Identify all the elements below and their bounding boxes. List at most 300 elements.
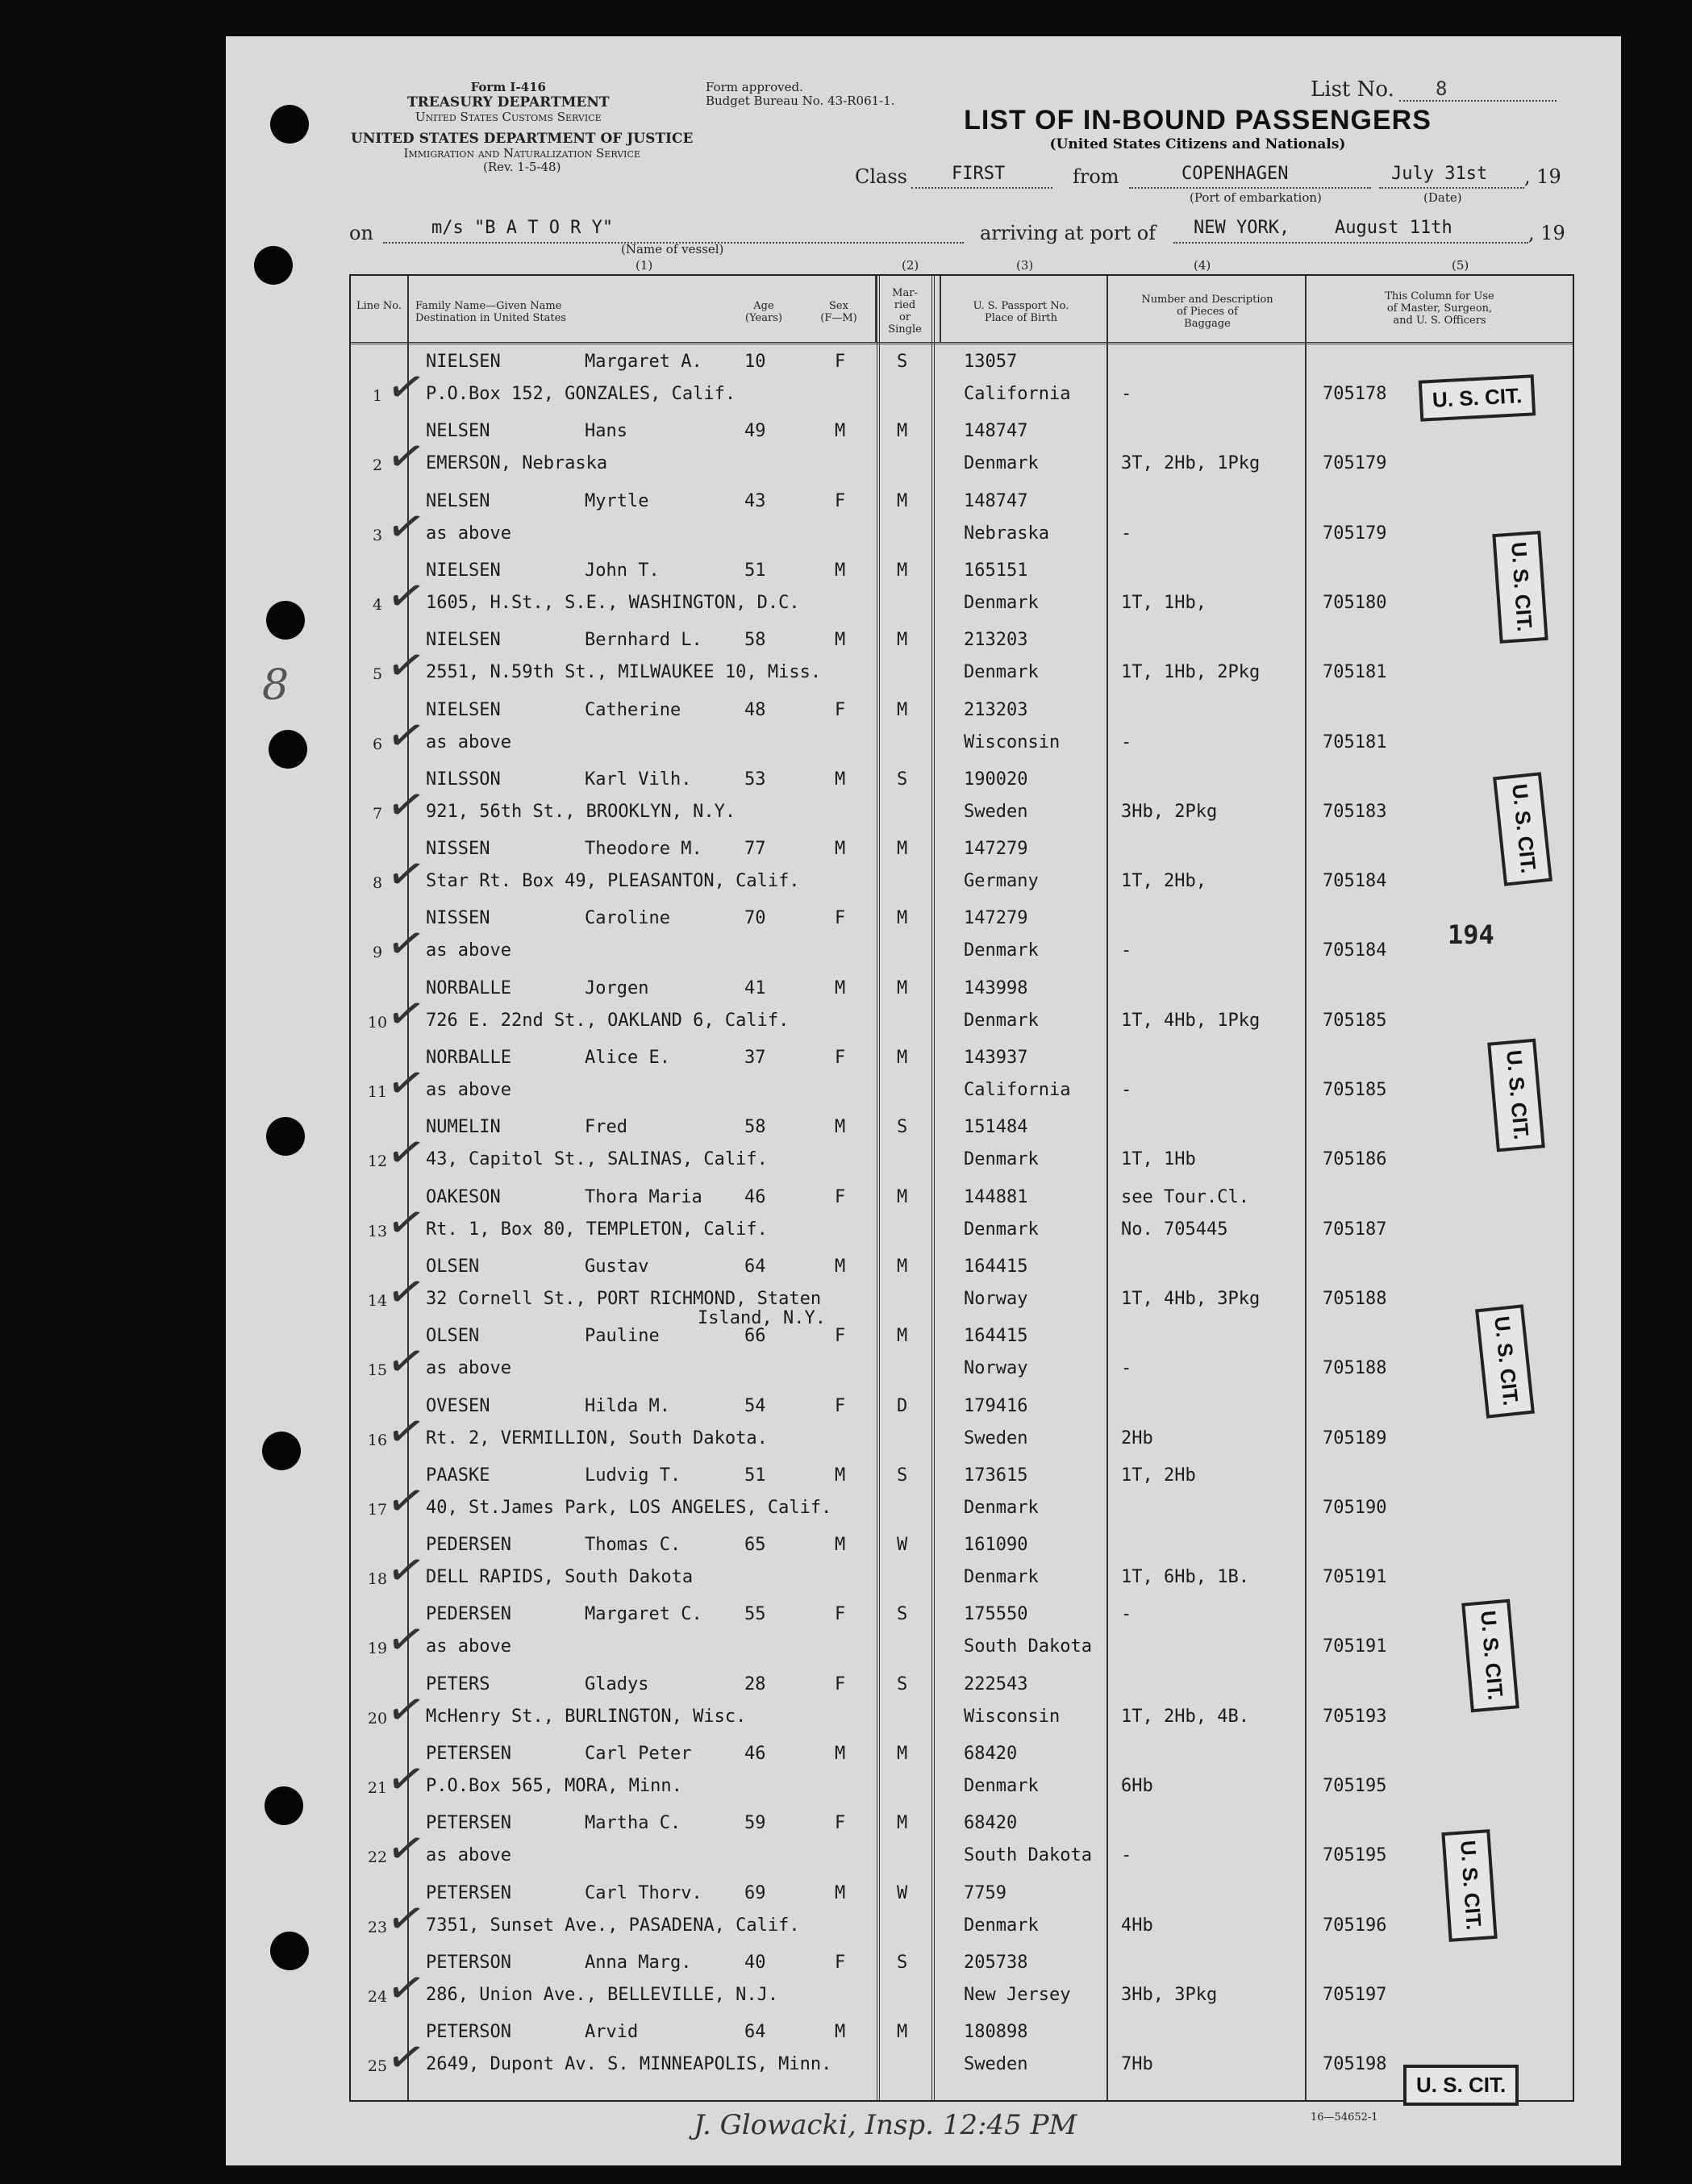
sex: M [835,769,846,790]
destination: 2649, Dupont Av. S. MINNEAPOLIS, Minn. [426,2054,832,2075]
on-label: on [349,222,373,244]
form-header-justice [351,131,693,174]
passport-number: 161090 [964,1535,1028,1556]
destination: EMERSON, Nebraska [426,453,608,474]
passport-number: 68420 [964,1744,1018,1764]
check-mark-icon: ✓ [381,844,431,905]
officer-number: 705181 [1323,662,1387,683]
destination: as above [426,1845,511,1866]
table-row [351,1321,1573,1390]
given-name: Margaret C. [585,1604,702,1625]
marital-status: S [897,1465,908,1486]
officer-number: 705181 [1323,731,1387,752]
family-name: NORBALLE [426,1048,511,1068]
passport-number: 143937 [964,1048,1028,1068]
check-mark-icon: ✓ [381,915,431,974]
family-name: NILSSON [426,769,501,790]
table-row [351,1461,1573,1530]
passport-number: 13057 [964,352,1018,372]
given-name: Arvid [585,2022,639,2043]
marital-status: M [897,908,908,929]
year-prefix: , 19 [1524,165,1561,188]
given-name: Anna Marg. [585,1952,692,1973]
marital-status: M [897,490,908,511]
officer-number: 705179 [1323,523,1387,544]
family-name: NISSEN [426,908,490,929]
officer-number: 705178 [1323,384,1387,404]
officer-number: 705198 [1323,2054,1387,2075]
list-no-label: List No. [1311,77,1394,102]
place-of-birth: New Jersey [964,1984,1071,2005]
baggage-line-2: - [1121,1080,1132,1100]
officer-number: 705185 [1323,1010,1387,1031]
family-name: PETERSEN [426,1813,511,1834]
baggage-line-2: - [1121,523,1132,544]
col-num-3: (3) [1016,258,1034,273]
document-title: LIST OF IN-BOUND PASSENGERS [964,105,1432,135]
date-caption: (Date) [1423,190,1462,205]
age: 66 [744,1326,766,1347]
family-name: NIELSEN [426,699,501,720]
passport-number: 164415 [964,1326,1028,1347]
passport-number: 68420 [964,1813,1018,1834]
marital-status: M [897,1326,908,1347]
check-mark-icon: ✓ [381,566,431,627]
age: 64 [744,1256,766,1277]
table-row [351,903,1573,973]
place-of-birth: Germany [964,871,1039,892]
check-mark-icon: ✓ [381,427,431,487]
passenger-table [349,274,1574,2102]
customs-service: United States Customs Service [415,110,602,124]
age: 49 [744,421,766,442]
passport-number: 164415 [964,1256,1028,1277]
table-row [351,625,1573,694]
baggage-line-2: No. 705445 [1121,1219,1228,1240]
passport-number: 151484 [964,1117,1028,1138]
given-name: Thomas C. [585,1535,681,1556]
arriving-label: arriving at port of [980,222,1156,244]
marital-status: M [897,1813,908,1834]
age: 69 [744,1882,766,1903]
marital-status: M [897,1744,908,1764]
destination: as above [426,1080,511,1100]
sex: M [835,1535,846,1556]
officer-number: 705190 [1323,1497,1387,1518]
line-number: 21 [367,1779,388,1797]
line-number: 8 [372,874,383,893]
us-cit-stamp: U. S. CIT. [1492,531,1548,644]
place-of-birth: Denmark [964,1497,1039,1518]
age: 59 [744,1813,766,1834]
table-row [351,2017,1573,2086]
table-row [351,695,1573,765]
place-of-birth: Norway [964,1358,1028,1379]
given-name: Gustav [585,1256,649,1277]
destination: Star Rt. Box 49, PLEASANTON, Calif. [426,871,800,892]
baggage-line-2: - [1121,1845,1132,1866]
age: 70 [744,908,766,929]
us-cit-stamp: U. S. CIT. [1441,1829,1497,1942]
from-label: from [1073,165,1119,188]
given-name: Catherine [585,699,681,720]
passport-number: 148747 [964,421,1028,442]
vessel-name: m/s "B A T O R Y" [431,218,614,238]
sex: M [835,977,846,998]
passport-number: 213203 [964,630,1028,651]
family-name: PETERS [426,1673,490,1694]
marital-status: M [897,2022,908,2043]
header-married: Mar- ried or Single [888,287,922,336]
port-embark-caption: (Port of embarkation) [1190,190,1322,205]
us-cit-stamp: U. S. CIT. [1403,2065,1519,2106]
baggage-line-2: 7Hb [1121,2054,1153,2075]
header-age: Age (Years) [745,300,782,324]
sex: M [835,839,846,860]
line-number: 22 [367,1848,388,1867]
destination: as above [426,940,511,961]
given-name: Caroline [585,908,670,929]
table-row [351,1948,1573,2017]
table-row [351,1391,1573,1461]
place-of-birth: South Dakota [964,1845,1092,1866]
form-number: Form I-416 [470,80,546,94]
destination: 7351, Sunset Ave., PASADENA, Calif. [426,1915,800,1936]
line-number: 4 [372,595,383,614]
age: 48 [744,699,766,720]
destination: 286, Union Ave., BELLEVILLE, N.J. [426,1984,779,2005]
marital-status: S [897,352,908,372]
line-number: 10 [367,1013,388,1032]
destination-continued: Island, N.Y. [698,1307,826,1328]
list-no-underline [1399,100,1557,102]
officer-number: 705184 [1323,871,1387,892]
sex: M [835,1744,846,1764]
officer-number: 705191 [1323,1636,1387,1657]
given-name: Martha C. [585,1813,681,1834]
age: 51 [744,1465,766,1486]
place-of-birth: Denmark [964,1776,1039,1796]
sex: F [835,1952,846,1973]
check-mark-icon: ✓ [381,1958,431,2019]
baggage-line-1: 1T, 2Hb [1121,1465,1196,1486]
passport-number: 173615 [964,1465,1028,1486]
age: 41 [744,977,766,998]
family-name: OLSEN [426,1326,480,1347]
revision: (Rev. 1-5-48) [483,160,561,174]
table-row [351,1252,1573,1328]
place-of-birth: South Dakota [964,1636,1092,1657]
justice-dept: UNITED STATES DEPARTMENT OF JUSTICE [351,131,694,147]
age: 58 [744,630,766,651]
header-name-destination: Family Name—Given Name Destination in United States [415,300,566,324]
given-name: Carl Thorv. [585,1882,702,1903]
table-row [351,1182,1573,1252]
destination: 40, St.James Park, LOS ANGELES, Calif. [426,1497,832,1518]
place-of-birth: Wisconsin [964,731,1061,752]
baggage-line-2: - [1121,940,1132,961]
age: 51 [744,560,766,581]
table-row [351,486,1573,556]
col-num-1: (1) [636,258,653,273]
baggage-line-2: 1T, 1Hb, [1121,592,1206,613]
col-num-5: (5) [1452,258,1469,273]
age: 55 [744,1604,766,1625]
given-name: Ludvig T. [585,1465,681,1486]
place-of-birth: Denmark [964,1567,1039,1588]
destination: 32 Cornell St., PORT RICHMOND, Staten [426,1288,822,1309]
handwritten-194: 194 [1448,919,1494,950]
family-name: NUMELIN [426,1117,501,1138]
header-officers: This Column for Use of Master, Surgeon, and U. S. Officers [1385,290,1494,327]
marital-status: M [897,699,908,720]
passport-number: 190020 [964,769,1028,790]
baggage-line-2: 1T, 4Hb, 3Pkg [1121,1288,1261,1309]
check-mark-icon: ✓ [381,2028,431,2088]
sex: F [835,1673,846,1694]
sex: F [835,1048,846,1068]
marital-status: S [897,1673,908,1694]
us-cit-stamp: U. S. CIT. [1487,1039,1545,1152]
check-mark-icon: ✓ [381,984,431,1044]
check-mark-icon: ✓ [381,706,431,765]
passport-number: 148747 [964,490,1028,511]
place-of-birth: Denmark [964,1010,1039,1031]
line-number: 13 [367,1222,388,1240]
line-number: 5 [372,665,383,684]
vessel-caption: (Name of vessel) [621,242,724,256]
age: 58 [744,1117,766,1138]
line-number: 12 [367,1152,388,1171]
punch-hole [266,1117,305,1156]
given-name: Margaret A. [585,352,702,372]
marital-status: M [897,421,908,442]
list-no-value: 8 [1436,77,1448,100]
family-name: PETERSON [426,1952,511,1973]
line-number: 11 [367,1083,388,1101]
passport-number: 144881 [964,1186,1028,1207]
table-row [351,556,1573,625]
family-name: NIELSEN [426,352,501,372]
line-number: 20 [367,1709,388,1728]
place-of-birth: California [964,384,1071,404]
officer-number: 705191 [1323,1567,1387,1588]
embark-date-underline [1379,187,1524,189]
marital-status: M [897,630,908,651]
officer-number: 705184 [1323,940,1387,961]
class-underline [911,187,1052,189]
sex: F [835,1813,846,1834]
officer-number: 705185 [1323,1080,1387,1100]
baggage-line-2: 1T, 2Hb, [1121,871,1206,892]
baggage-line-2: - [1121,1358,1132,1379]
family-name: PAASKE [426,1465,490,1486]
passport-number: 7759 [964,1882,1006,1903]
sex: M [835,2022,846,2043]
line-number: 23 [367,1918,388,1936]
col-num-2: (2) [902,258,919,273]
punch-hole [265,1786,303,1825]
baggage-line-2: 1T, 2Hb, 4B. [1121,1706,1249,1727]
check-mark-icon: ✓ [381,1749,431,1810]
check-mark-icon: ✓ [381,775,431,835]
marital-status: M [897,1048,908,1068]
age: 65 [744,1535,766,1556]
line-number: 18 [367,1570,388,1589]
place-of-birth: Denmark [964,1219,1039,1240]
check-mark-icon: ✓ [381,1332,431,1392]
check-mark-icon: ✓ [381,497,431,556]
baggage-line-2: 2Hb [1121,1428,1153,1448]
check-mark-icon: ✓ [381,1540,431,1601]
officer-number: 705183 [1323,801,1387,822]
family-name: PEDERSEN [426,1535,511,1556]
punch-hole [270,105,309,144]
place-of-birth: Denmark [964,940,1039,961]
given-name: Jorgen [585,977,649,998]
given-name: Pauline [585,1326,660,1347]
place-of-birth: Wisconsin [964,1706,1061,1727]
class-value: FIRST [952,164,1006,184]
destination: DELL RAPIDS, South Dakota [426,1567,694,1588]
table-row [351,1739,1573,1808]
age: 46 [744,1744,766,1764]
age: 37 [744,1048,766,1068]
check-mark-icon: ✓ [381,1680,431,1740]
family-name: PETERSEN [426,1882,511,1903]
baggage-line-1: - [1121,1604,1132,1625]
sex: F [835,490,846,511]
destination: P.O.Box 565, MORA, Minn. [426,1776,682,1796]
destination: 2551, N.59th St., MILWAUKEE 10, Miss. [426,662,822,683]
us-cit-stamp: U. S. CIT. [1493,772,1552,886]
family-name: NELSEN [426,490,490,511]
family-name: OLSEN [426,1256,480,1277]
family-name: NIELSEN [426,560,501,581]
punch-hole [262,1432,301,1470]
line-number: 1 [372,387,383,405]
passport-number: 179416 [964,1395,1028,1416]
class-label: Class [855,165,907,188]
place-of-birth: Denmark [964,592,1039,613]
port-embark-value: COPENHAGEN [1181,164,1289,184]
officer-number: 705179 [1323,453,1387,474]
marital-status: M [897,1256,908,1277]
baggage-line-2: 3T, 2Hb, 1Pkg [1121,453,1261,474]
line-number: 24 [367,1987,388,2006]
line-number: 6 [372,735,383,753]
table-row [351,1112,1573,1182]
family-name: NORBALLE [426,977,511,998]
header-baggage: Number and Description of Pieces of Baggage [1141,294,1273,330]
sex: F [835,1186,846,1207]
family-name: OVESEN [426,1395,490,1416]
marital-status: M [897,977,908,998]
document-title-block [875,105,1520,152]
marital-status: M [897,1186,908,1207]
baggage-line-1: see Tour.Cl. [1121,1186,1249,1207]
table-row [351,1530,1573,1599]
line-number: 2 [372,456,383,475]
arrival-underline [1173,242,1528,244]
given-name: Myrtle [585,490,649,511]
officer-number: 705197 [1323,1984,1387,2005]
place-of-birth: Norway [964,1288,1028,1309]
baggage-line-2: 4Hb [1121,1915,1153,1936]
age: 77 [744,839,766,860]
marital-status: S [897,769,908,790]
age: 28 [744,1673,766,1694]
table-row [351,834,1573,903]
line-number: 3 [372,526,383,544]
officer-number: 705195 [1323,1776,1387,1796]
officer-number: 705196 [1323,1915,1387,1936]
check-mark-icon: ✓ [381,636,431,696]
given-name: Alice E. [585,1048,670,1068]
us-cit-stamp: U. S. CIT. [1475,1304,1535,1419]
destination: as above [426,523,511,544]
table-row [351,1878,1573,1948]
line-number: 25 [367,2057,388,2076]
check-mark-icon: ✓ [381,1402,431,1461]
header-sex: Sex (F—M) [820,300,857,324]
destination: Rt. 1, Box 80, TEMPLETON, Calif. [426,1219,768,1240]
destination: 43, Capitol St., SALINAS, Calif. [426,1149,768,1170]
destination: P.O.Box 152, GONZALES, Calif. [426,384,736,404]
marital-status: D [897,1395,908,1416]
family-name: NIELSEN [426,630,501,651]
passport-number: 205738 [964,1952,1028,1973]
us-cit-stamp: U. S. CIT. [1419,374,1536,421]
check-mark-icon: ✓ [381,1889,431,1949]
table-row [351,1808,1573,1878]
sex: F [835,908,846,929]
given-name: Carl Peter [585,1744,692,1764]
passport-number: 147279 [964,908,1028,929]
marital-status: S [897,1604,908,1625]
given-name: Gladys [585,1673,649,1694]
age: 46 [744,1186,766,1207]
age: 10 [744,352,766,372]
sex: F [835,1326,846,1347]
form-footer-code: 16—54652-1 [1311,2111,1378,2124]
place-of-birth: Denmark [964,662,1039,683]
margin-note-8: 8 [262,661,290,710]
place-of-birth: Sweden [964,1428,1028,1448]
given-name: John T. [585,560,660,581]
baggage-line-2: 1T, 6Hb, 1B. [1121,1567,1249,1588]
given-name: Fred [585,1117,627,1138]
us-cit-stamp: U. S. CIT. [1461,1599,1519,1713]
destination: 921, 56th St., BROOKLYN, N.Y. [426,801,736,822]
officer-number: 705195 [1323,1845,1387,1866]
baggage-line-2: 3Hb, 2Pkg [1121,801,1218,822]
line-number: 9 [372,944,383,962]
line-number: 7 [372,804,383,823]
check-mark-icon: ✓ [381,1611,431,1670]
line-number: 16 [367,1431,388,1449]
marital-status: W [897,1882,908,1903]
marital-status: M [897,839,908,860]
arrival-port-value: NEW YORK, [1194,218,1290,238]
sex: F [835,352,846,372]
family-name: PEDERSEN [426,1604,511,1625]
line-number: 15 [367,1361,388,1380]
header-passport: U. S. Passport No. Place of Birth [973,300,1069,324]
check-mark-icon: ✓ [381,1819,431,1879]
officer-number: 705180 [1323,592,1387,613]
embark-date-value: July 31st [1391,164,1488,184]
